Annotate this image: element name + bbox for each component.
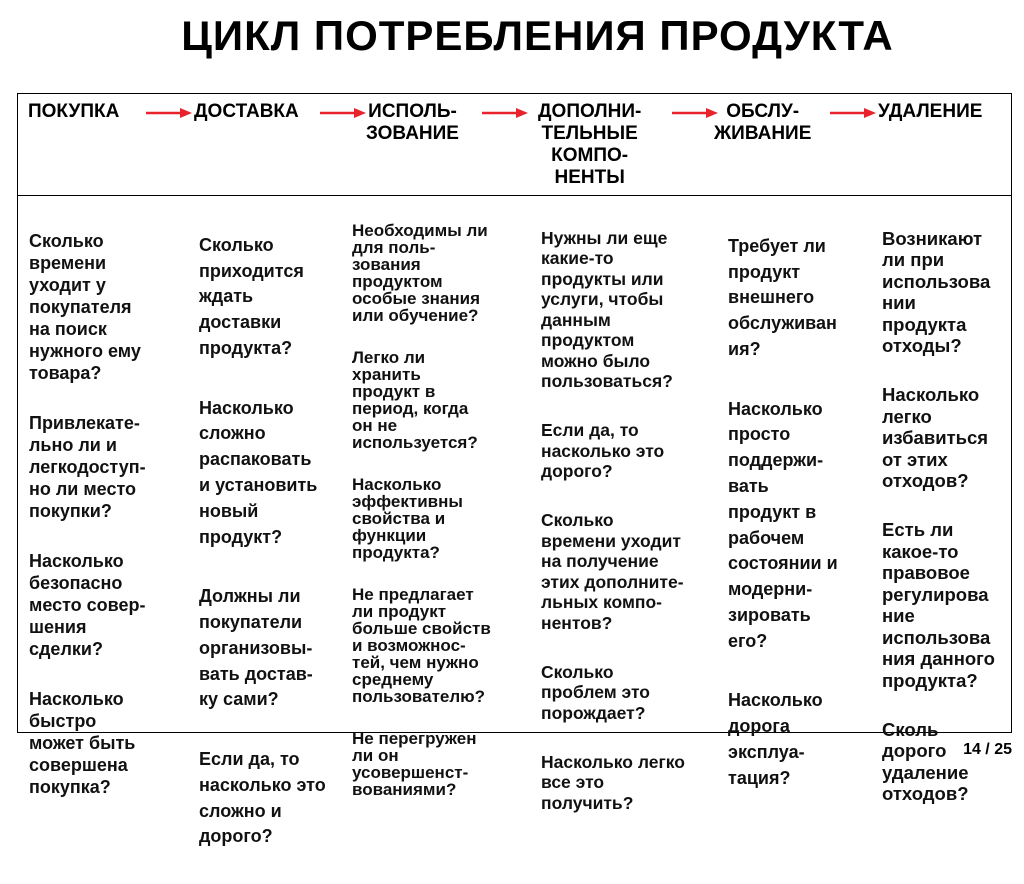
column-additional-components xyxy=(541,207,723,842)
question: Сколько времени уходит на получение этих дополните- льных компо- нентов? xyxy=(541,510,684,633)
question: Не предлагает ли продукт больше свойств и возможнос- тей, чем нужно среднему пользователю? xyxy=(352,585,491,706)
page-number: 14 / 25 xyxy=(963,741,1012,758)
stage-usage: ИСПОЛЬ- ЗОВАНИЕ xyxy=(366,101,459,144)
question: Сколько приходится ждать доставки продукта? xyxy=(199,234,304,358)
question: Требует ли продукт внешнего обслуживан ия? xyxy=(728,235,837,359)
column-maintenance xyxy=(728,208,878,825)
question: Насколько быстро может быть совершена покупка? xyxy=(29,689,136,797)
question: Должны ли покупатели организовы- вать достав- ку сами? xyxy=(199,586,313,710)
right-arrow-icon xyxy=(320,107,366,119)
stage-disposal: УДАЛЕНИЕ xyxy=(878,101,983,122)
question: Если да, то насколько это сложно и дорого? xyxy=(199,748,326,847)
question: Привлекате- льно ли и легкодоступ- но ли место покупки? xyxy=(29,413,146,521)
question: Нужны ли еще какие-то продукты или услуги, чтобы данным продуктом можно было пользоваться? xyxy=(541,227,673,391)
question: Насколько просто поддержи- вать продукт в рабочем состоянии и модерни- зировать его? xyxy=(728,398,838,651)
question: Насколько легко избавиться от этих отходов? xyxy=(882,384,989,491)
question: Насколько дорога эксплуа- тация? xyxy=(728,690,823,788)
stage-additional-components: ДОПОЛНИ- ТЕЛЬНЫЕ КОМПО- НЕНТЫ xyxy=(538,101,642,188)
right-arrow-icon xyxy=(146,107,192,119)
question: Есть ли какое-то правовое регулирова ние использова ния данного продукта? xyxy=(882,519,995,691)
right-arrow-icon xyxy=(482,107,528,119)
question: Не перегружен ли он усовершенст- вованиями? xyxy=(352,729,477,799)
question: Легко ли хранить продукт в период, когда он не используется? xyxy=(352,348,478,452)
question: Насколько эффективны свойства и функции продукта? xyxy=(352,475,463,562)
question: Насколько легко все это получить? xyxy=(541,751,685,813)
stage-purchase: ПОКУПКА xyxy=(28,101,120,122)
question: Сколько проблем это порождает? xyxy=(541,661,650,723)
question: Насколько сложно распаковать и установить новый продукт? xyxy=(199,397,318,547)
question: Необходимы ли для поль- зования продуктом особые знания или обучение? xyxy=(352,221,488,325)
right-arrow-icon xyxy=(672,107,718,119)
header-divider xyxy=(18,195,1011,196)
right-arrow-icon xyxy=(830,107,876,119)
question: Если да, то насколько это дорого? xyxy=(541,420,665,481)
column-delivery xyxy=(199,207,349,884)
column-usage xyxy=(352,205,528,823)
question: Возникают ли при использова нии продукта отходы? xyxy=(882,227,991,356)
column-purchase xyxy=(29,208,179,826)
stage-maintenance: ОБСЛУ- ЖИВАНИЕ xyxy=(714,101,812,144)
question: Сколь дорого удаление отходов? xyxy=(882,718,969,804)
stage-delivery: ДОСТАВКА xyxy=(194,101,299,122)
column-disposal xyxy=(882,206,1014,832)
question: Насколько безопасно место совер- шения сделки? xyxy=(29,551,146,659)
slide-title: ЦИКЛ ПОТРЕБЛЕНИЯ ПРОДУКТА xyxy=(181,12,894,59)
question: Сколько времени уходит у покупателя на поиск нужного ему товара? xyxy=(29,231,141,383)
